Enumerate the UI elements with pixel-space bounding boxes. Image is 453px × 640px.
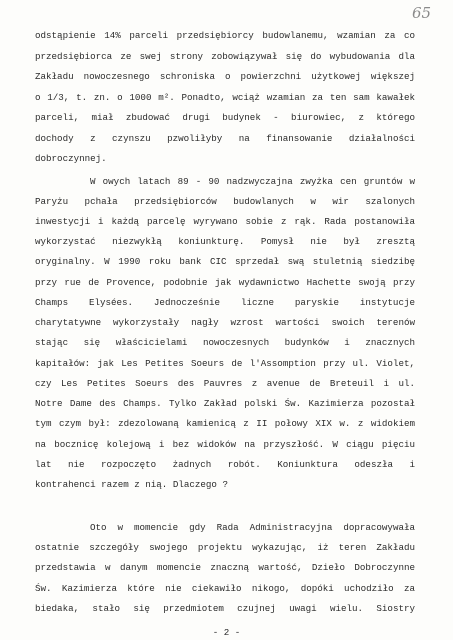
text-line: Paryżu pchała przedsiębiorców budowlanych w wir szalonych [35, 196, 415, 207]
text-line: przedstawia w danym momencie znaczną wartość, Dzieło Dobroczynne [35, 562, 415, 573]
text-line: oryginalny. W 1990 roku bank CIC sprzedał swą stuletnią siedzibę [35, 256, 415, 267]
handwritten-page-number: 65 [412, 4, 432, 22]
text-line: Notre Dame des Champs. Tylko Zakład polski Św. Kazimierza pozostał [35, 398, 415, 409]
text-line: kontrahenci razem z nią. Dlaczego ? [35, 479, 228, 490]
text-line: inwestycji i każdą parcelę wyrywano sobie z rąk. Rada postanowiła [35, 216, 415, 227]
text-line: o 1/3, t. zn. o 1000 m². Ponadto, wciąż wzamian za ten sam kawałek [35, 92, 415, 103]
text-line: W owych latach 89 - 90 nadzwyczajna zwyżka cen gruntów w [90, 176, 415, 187]
text-line: lat nie rozpoczęto żadnych robót. Koniunktura odeszła i [35, 459, 415, 470]
text-line: kapitałów: jak Les Petites Soeurs de l'Assomption przy ul. Violet, [35, 358, 415, 369]
text-line: biedaka, stało się przedmiotem czujnej uwagi wielu. Siostry [35, 603, 415, 614]
text-line: parceli, miał zbudować drugi budynek - biurowiec, z którego [35, 112, 415, 123]
page-number: - 2 - [212, 627, 241, 638]
text-line: odstąpienie 14% parceli przedsiębiorcy budowlanemu, wzamian za co [35, 30, 415, 41]
text-line: Champs Elysées. Jednocześnie liczne paryskie instytucje [35, 297, 415, 308]
text-line: Oto w momencie gdy Rada Administracyjna dopracowywała [90, 522, 415, 533]
text-line: ostatnie szczegóły swojego projektu wykazując, iż teren Zakładu [35, 542, 415, 553]
text-line: czy Les Petites Soeurs des Pauvres z avenue de Breteuil i ul. [35, 378, 415, 389]
text-line: Św. Kazimierza które nie ciekawiło nikogo, dopóki uchodziło za [35, 583, 415, 594]
text-line: wykorzystać niezwykłą koniunkturę. Pomysł nie był zresztą [35, 236, 415, 247]
text-line: dochody z czynszu pzwoliłyby na finansowanie działalności [35, 133, 415, 144]
text-line: Zakładu nowoczesnego schroniska o powierzchni użytkowej większej [35, 71, 415, 82]
text-line: stając się właścicielami nowoczesnych budynków i znacznych [35, 337, 415, 348]
text-line: przy rue de Provence, podobnie jak wydawnictwo Hachette swoją przy [35, 277, 415, 288]
text-line: charytatywne wykorzystały nagły wzrost wartości swoich terenów [35, 317, 415, 328]
text-line: przedsiębiorca ze swej strony zobowiązywał się do wybudowania dla [35, 51, 415, 62]
text-line: dobroczynnej. [35, 153, 107, 164]
text-line: na bocznicę kolejową i bez widoków na przyszłość. W ciągu pięciu [35, 439, 415, 450]
text-line: tym czym był: zdezolowaną kamienicą z II połowy XIX w. z widokiem [35, 418, 415, 429]
